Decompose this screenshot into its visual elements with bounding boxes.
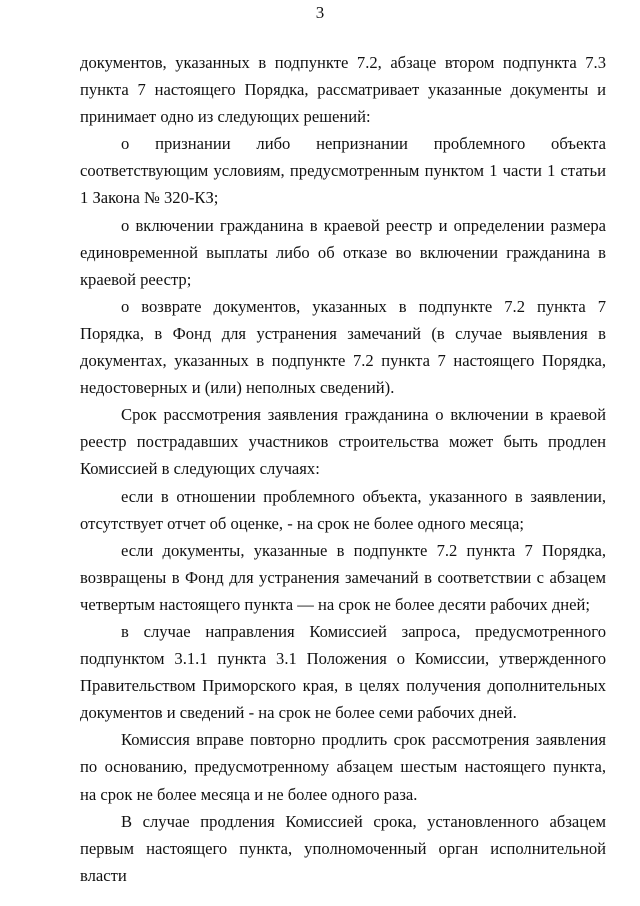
paragraph-case-documents-returned: если документы, указанные в подпункте 7.2 пункта 7 Порядка, возвращены в Фонд для устранения замечаний в соответствии с абзацем четвертым настоящего пункта — на срок не более десяти рабочих дней; — [80, 540, 606, 614]
paragraph-case-no-valuation-report: если в отношении проблемного объекта, указанного в заявлении, отсутствует отчет об оценке, - на срок не более одного месяца; — [80, 486, 606, 533]
paragraph-review-term-extension: Срок рассмотрения заявления гражданина о включении в краевой реестр пострадавших участников строительства может быть продлен Комиссией в следующих случаях: — [80, 405, 606, 479]
paragraph-repeat-extension: Комиссия вправе повторно продлить срок рассмотрения заявления по основанию, предусмотренному абзацем шестым настоящего пункта, на срок не более месяца и не более одного раза. — [80, 730, 606, 804]
document-body — [80, 49, 606, 889]
paragraph-continuation: документов, указанных в подпункте 7.2, абзаце втором подпункта 7.3 пункта 7 настоящего Порядка, рассматривает указанные документы и принимает одно из следующих решений: — [80, 53, 606, 127]
paragraph-extension-notice: В случае продления Комиссией срока, установленного абзацем первым настоящего пункта, уполномоченный орган исполнительной власти — [80, 811, 606, 885]
page-number: 3 — [315, 3, 325, 22]
paragraph-decision-documents-return: о возврате документов, указанных в подпункте 7.2 пункта 7 Порядка, в Фонд для устранения замечаний (в случае выявления в документах, указанных в подпункте 7.2 пункта 7 настоящего Порядка, недостоверных и (или) неполных сведений). — [80, 296, 606, 398]
paragraph-decision-registry-inclusion: о включении гражданина в краевой реестр и определении размера единовременной выплаты либо об отказе во включении гражданина в краевой реестр; — [80, 215, 606, 289]
paragraph-case-commission-request: в случае направления Комиссией запроса, предусмотренного подпунктом 3.1.1 пункта 3.1 Положения о Комиссии, утвержденного Правительством Приморского края, в целях получения дополнительных документов и сведений - на срок не более семи рабочих дней. — [80, 621, 606, 723]
paragraph-decision-object-recognition: о признании либо непризнании проблемного объекта соответствующим условиям, предусмотренным пунктом 1 части 1 статьи 1 Закона № 320-КЗ; — [80, 134, 606, 208]
